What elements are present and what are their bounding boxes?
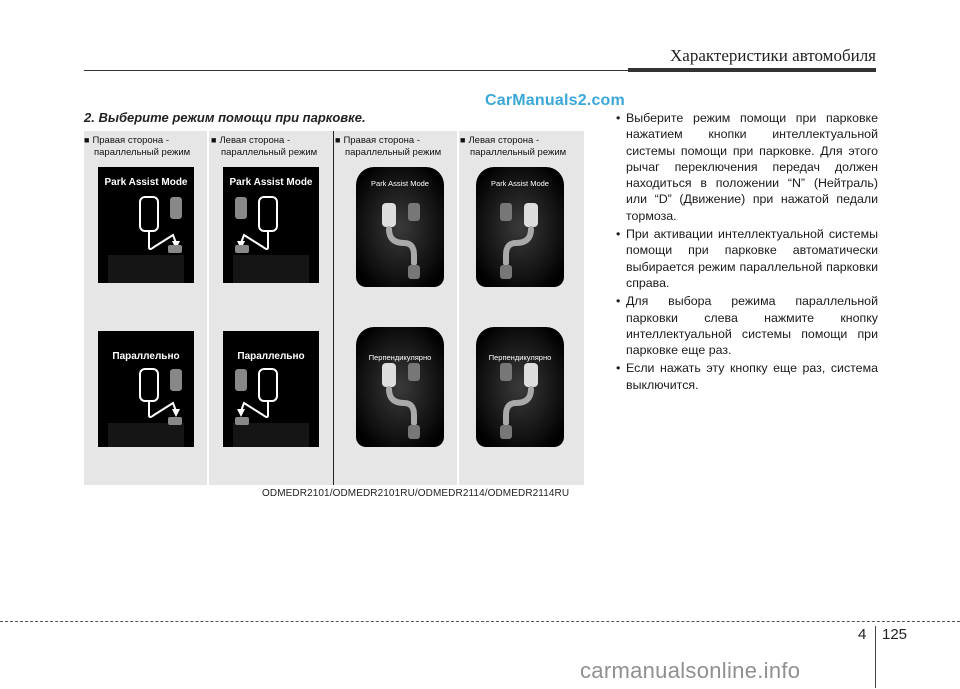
square-bullet-icon: ■ (460, 135, 466, 145)
display-label: Перпендикулярно (368, 353, 432, 362)
display-label: Park Assist Mode (229, 177, 313, 188)
display-label: Park Assist Mode (371, 179, 429, 188)
watermark-carmanualsonline[interactable]: carmanualsonline.info (580, 658, 801, 683)
park-assist-figure (84, 131, 584, 485)
panel-divider (457, 131, 459, 485)
display-park-assist-mode (223, 167, 319, 283)
header-rule-accent (628, 68, 876, 72)
display-park-assist-mode (98, 167, 194, 283)
display-label: Параллельно (112, 351, 180, 362)
watermark-carmanuals[interactable]: CarManuals2.com (485, 92, 625, 109)
display-label: Перпендикулярно (488, 353, 552, 362)
panel-caption-right-parallel: ■ Правая сторона - параллельный режим (84, 135, 191, 158)
panel-divider (207, 131, 209, 485)
display-perpendicular (476, 327, 564, 447)
section-title: Характеристики автомобиля (670, 46, 876, 65)
list-item: • При активации интеллектуальной системы помощи при парковке автоматически выбирается режим параллельной парковки справа. (612, 226, 878, 291)
page-number-divider (875, 626, 876, 688)
panel-caption-left-parallel-2: ■ Левая сторона - параллельный режим (460, 135, 567, 158)
page-number: 125 (882, 626, 908, 643)
display-park-assist-mode (476, 167, 564, 287)
display-label: Параллельно (237, 351, 305, 362)
display-parallel (223, 331, 319, 447)
figure-code: ODMEDR2101/ODMEDR2101RU/ODMEDR2114/ODMEDR2114RU (262, 488, 570, 499)
list-item: • Для выбора режима параллельной парковки слева нажмите кнопку интеллектуальной системы помощи при парковке еще раз. (612, 293, 878, 358)
panel-caption-right-parallel-2: ■ Правая сторона - параллельный режим (335, 135, 442, 158)
instruction-list (612, 110, 878, 395)
list-item: • Выберите режим помощи при парковке нажатием кнопки интеллектуальной системы помощи при парковке. Для этого рычаг переключения передач должен находиться в положении “N” (Нейтраль) или “D” (Движение) при нажатой педали тормоза. (612, 110, 878, 224)
step-title: 2. Выберите режим помощи при парковке. (84, 110, 366, 125)
display-perpendicular (356, 327, 444, 447)
panel-divider-main (333, 131, 334, 485)
square-bullet-icon: ■ (84, 135, 90, 145)
square-bullet-icon: ■ (211, 135, 217, 145)
square-bullet-icon: ■ (335, 135, 341, 145)
chapter-number: 4 (858, 626, 867, 643)
panel-caption-left-parallel: ■ Левая сторона - параллельный режим (211, 135, 318, 158)
display-label: Park Assist Mode (491, 179, 549, 188)
display-parallel (98, 331, 194, 447)
display-park-assist-mode (356, 167, 444, 287)
footer-rule (0, 621, 960, 622)
list-item: • Если нажать эту кнопку еще раз, система выключится. (612, 360, 878, 393)
display-label: Park Assist Mode (104, 177, 188, 188)
